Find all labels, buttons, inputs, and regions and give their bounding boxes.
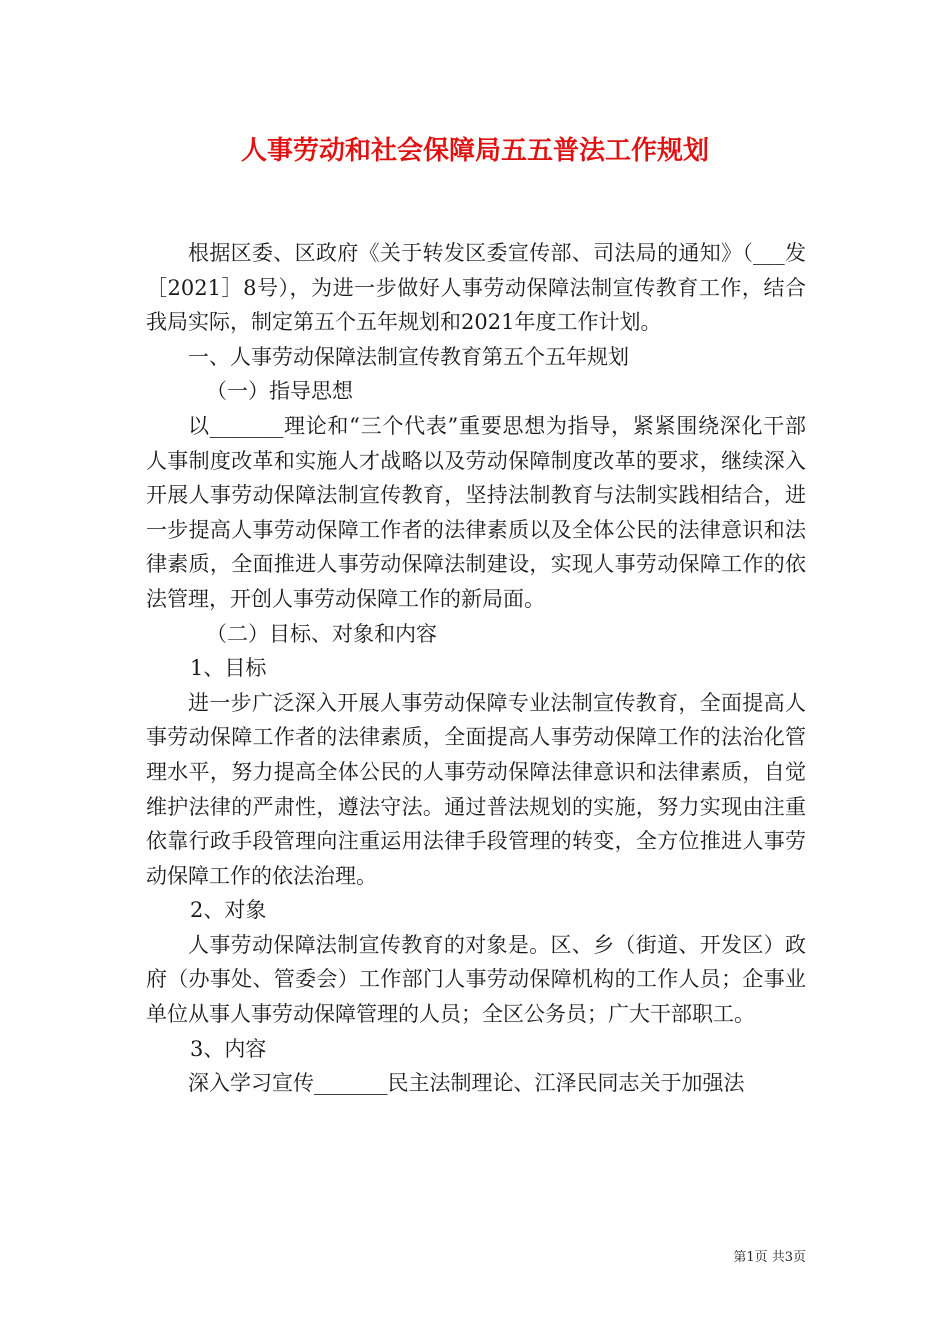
document-body — [146, 236, 806, 1101]
content-paragraph: 深入学习宣传_______民主法制理论、江泽民同志关于加强法 — [188, 1071, 745, 1096]
goal-paragraph: 进一步广泛深入开展人事劳动保障专业法制宣传教育，全面提高人事劳动保障工作者的法律素质，全面提高人事劳动保障工作的法治化管理水平，努力提高全体公民的人事劳动保障法律意识和法律素质，自觉维护法律的严肃性，遵法守法。通过普法规划的实施，努力实现由注重依靠行政手段管理向注重运用法律手段管理的转变，全方位推进人事劳动保障工作的依法治理。 — [146, 690, 806, 888]
item-heading-goal: 1、目标 — [190, 656, 267, 681]
guiding-thought-paragraph: 以_______理论和“三个代表”重要思想为指导，紧紧围绕深化干部人事制度改革和实施人才战略以及劳动保障制度改革的要求，继续深入开展人事劳动保障法制宣传教育，坚持法制教育与法制实践相结合，进一步提高人事劳动保障工作者的法律素质以及全体公民的法律意识和法律素质，全面推进人事劳动保障法制建设，实现人事劳动保障工作的依法管理，开创人事劳动保障工作的新局面。 — [146, 413, 806, 611]
item-heading-target: 2、对象 — [190, 898, 267, 923]
page-number: 第1页 共3页 — [733, 1250, 806, 1265]
subsection-heading-goals: （二）目标、对象和内容 — [206, 621, 437, 646]
item-heading-content: 3、内容 — [190, 1036, 267, 1061]
target-paragraph: 人事劳动保障法制宣传教育的对象是。区、乡（街道、开发区）政府（办事处、管委会）工作部门人事劳动保障机构的工作人员；企事业单位从事人事劳动保障管理的人员；全区公务员；广大干部职工。 — [146, 932, 806, 1027]
document-title: 人事劳动和社会保障局五五普法工作规划 — [240, 136, 709, 166]
intro-paragraph: 根据区委、区政府《关于转发区委宣传部、司法局的通知》（___发［2021］8号），为进一步做好人事劳动保障法制宣传教育工作，结合我局实际，制定第五个五年规划和2021年度工作计划。 — [146, 241, 806, 335]
subsection-heading-guiding-thought: （一）指导思想 — [206, 379, 353, 404]
section-heading-1: 一、人事劳动保障法制宣传教育第五个五年规划 — [188, 344, 629, 369]
